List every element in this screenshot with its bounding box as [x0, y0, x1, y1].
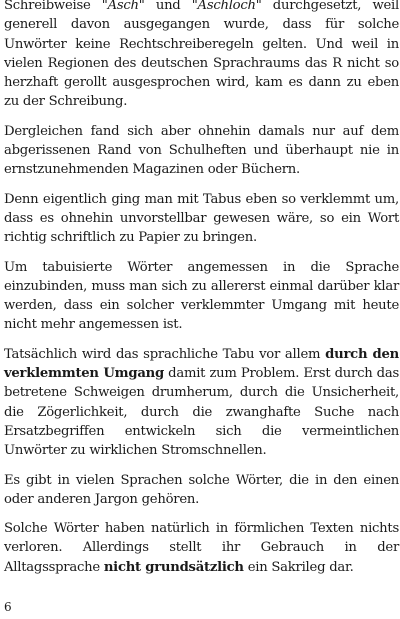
text-run: Tatsächlich wird das sprachliche Tabu vor allem	[4, 346, 326, 362]
text-run: " durchgesetzt, weil generell davon ausgegangen wurde, dass für solche Unwörter keine Rechtschreiberegeln gelten. Und weil in vielen Regionen des deutschen Sprachraums das R nicht so herzhaft gerollt ausgesprochen wird, kam es dann zu eben zu der Schreibung.	[4, 0, 399, 110]
paragraph-7	[4, 519, 399, 577]
text-run: ein Sakrileg dar.	[243, 559, 354, 575]
italic-word: Aschloch	[197, 0, 256, 13]
bold-phrase: nicht grundsätzlich	[103, 559, 244, 575]
text-run: Dergleichen fand sich aber ohnehin damals nur auf dem abgerissenen Rand von Schulheften und überhaupt nie in ernstzunehmenden Magazinen oder Büchern.	[4, 123, 399, 178]
paragraph-3	[4, 190, 399, 248]
text-run: Um tabuisierte Wörter angemessen in die Sprache einzubinden, muss man sich zu allererst einmal darüber klar werden, dass ein solcher verklemmter Umgang mit heute nicht mehr angemessen ist.	[4, 259, 399, 333]
text-run: Denn eigentlich ging man mit Tabus eben so verklemmt um, dass es ohnehin unvorstellbar gewesen wäre, so ein Wort richtig schriftlich zu Papier zu bringen.	[4, 191, 399, 246]
body-text	[4, 0, 399, 587]
paragraph-6	[4, 471, 399, 510]
text-run: damit zum Problem. Erst durch das betretene Schweigen drumherum, durch die Unsicherheit, die Zögerlichkeit, durch die zwanghafte Suche nach Ersatzbegriffen entwickeln sich die vermeintlichen Unwörter zu wirklichen Stromschnellen.	[4, 366, 399, 459]
italic-word: Asch	[107, 0, 139, 13]
text-run: Solche Wörter haben natürlich in förmlichen Texten nichts verloren. Allerdings stellt ihr Gebrauch in der Alltagssprache	[4, 521, 399, 575]
text-run: Es gibt in vielen Sprachen solche Wörter, die in den einen oder anderen Jargon gehören.	[4, 472, 399, 507]
bold-phrase: durch den verklemmten Umgang	[4, 346, 399, 382]
paragraph-4	[4, 258, 399, 335]
paragraph-1	[4, 0, 399, 112]
text-run: " und "	[138, 0, 198, 13]
paragraph-5	[4, 345, 399, 461]
paragraph-2	[4, 122, 399, 180]
page-number: 6	[4, 600, 12, 614]
text-run: Schreibweise "	[4, 0, 108, 13]
